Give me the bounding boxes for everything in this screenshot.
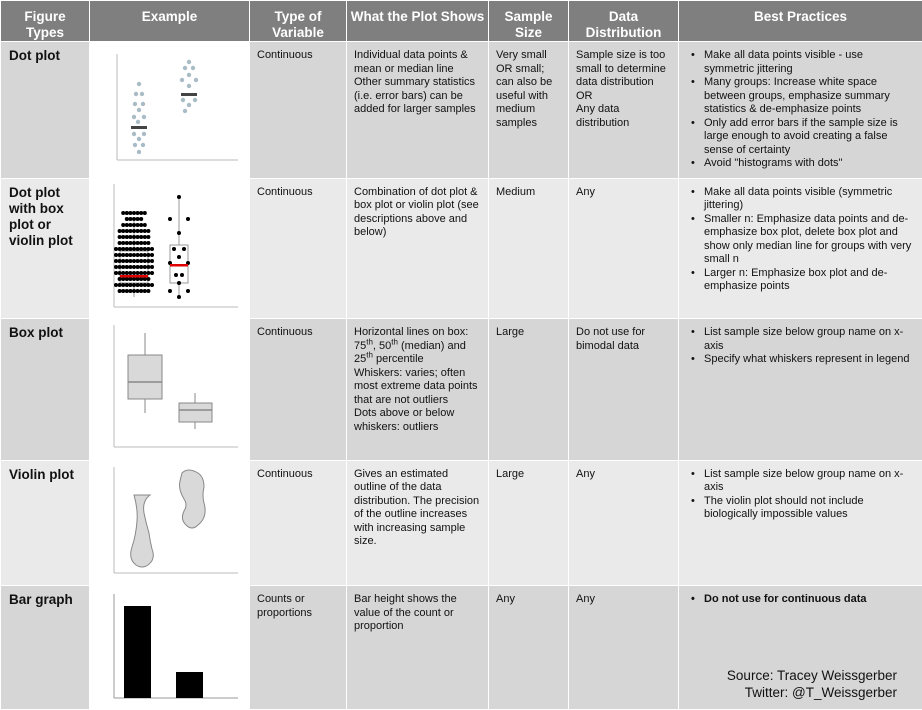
example-dot <box>146 229 150 233</box>
example-dot <box>177 255 181 259</box>
bar-2 <box>176 672 203 698</box>
variable-type: Continuous <box>250 319 347 461</box>
example-dot <box>142 115 146 119</box>
example-dot <box>114 253 118 257</box>
row-bar-graph <box>1 586 922 710</box>
example-dot <box>193 98 197 102</box>
row-dot-box-violin <box>1 178 922 319</box>
example-dot <box>139 265 143 269</box>
plot-shows: Bar height shows the value of the count or proportion <box>347 586 489 710</box>
variable-type: Continuous <box>250 460 347 586</box>
source-text: Source: Tracey Weissgerber <box>686 667 897 684</box>
example-dot <box>143 229 147 233</box>
example-dot <box>174 273 178 277</box>
example-dot <box>140 92 144 96</box>
example-dot <box>125 289 129 293</box>
example-dot <box>118 229 122 233</box>
example-dot <box>143 259 147 263</box>
example-dot <box>118 271 122 275</box>
plot-shows: Combination of dot plot & box plot or violin plot (see descriptions above and below) <box>347 178 489 319</box>
practice-item: • Many groups: Increase white space between groups, emphasize summary statistics & de-emphasize points <box>704 76 915 117</box>
example-dot <box>143 265 147 269</box>
example-dot <box>150 271 154 275</box>
example-dot <box>141 143 145 147</box>
sample-size: Large <box>489 460 569 586</box>
plot-shows-line: Whiskers: varies; often most extreme data points that are not outliers <box>354 367 481 408</box>
example-dot <box>139 253 143 257</box>
example-dot <box>186 217 190 221</box>
example-dot <box>132 277 136 281</box>
example-dot <box>118 241 122 245</box>
example-dot <box>137 108 141 112</box>
example-dot <box>139 259 143 263</box>
header-figure-types: Figure Types <box>1 1 90 42</box>
plot-shows-line: Individual data points & mean or median line <box>354 49 481 76</box>
example-dot <box>128 283 132 287</box>
example-dot <box>194 78 198 82</box>
example-dot <box>132 211 136 215</box>
example-dot <box>136 253 140 257</box>
example-dot <box>132 115 136 119</box>
variable-type: Counts or proportions <box>250 586 347 710</box>
example-dot <box>136 241 140 245</box>
example-dot <box>186 289 190 293</box>
variable-type: Continuous <box>250 178 347 319</box>
example-dot <box>128 211 132 215</box>
example-dot <box>139 241 143 245</box>
example-dot <box>143 253 147 257</box>
example-dot <box>125 259 129 263</box>
plot-shows-percentiles: Horizontal lines on box: 75th, 50th (median) and 25th percentile <box>354 326 481 367</box>
example-dot <box>137 82 141 86</box>
best-practices <box>679 178 922 319</box>
example-dot <box>132 229 136 233</box>
example-dot <box>125 277 129 281</box>
example-dot <box>143 223 147 227</box>
example-dot <box>143 211 147 215</box>
example-dot <box>121 223 125 227</box>
box-plot-illustration <box>90 319 248 455</box>
example-dot <box>139 217 143 221</box>
example-dot <box>146 289 150 293</box>
example-dot <box>177 195 181 199</box>
header-what-plot-shows: What the Plot Shows <box>347 1 489 42</box>
example-dot <box>177 295 181 299</box>
practice-item: • Do not use for continuous data <box>704 593 915 607</box>
example-dot <box>136 217 140 221</box>
example-dot <box>141 102 145 106</box>
example-dot <box>136 247 140 251</box>
example-dot <box>121 259 125 263</box>
example-dot <box>125 283 129 287</box>
plot-shows <box>347 42 489 179</box>
example-dot <box>128 247 132 251</box>
example-dot <box>132 271 136 275</box>
dot-plot-median-line1 <box>131 126 147 129</box>
example-dot <box>132 259 136 263</box>
example-dot <box>133 102 137 106</box>
example-dot <box>168 289 172 293</box>
example-dot <box>143 289 147 293</box>
data-distribution: Any <box>569 460 679 586</box>
data-distribution <box>569 42 679 179</box>
source-credit <box>686 667 897 701</box>
distribution-line: Sample size is too small to determine data distribution <box>576 49 671 90</box>
example-dot <box>121 271 125 275</box>
dot-plot-group2-dots <box>180 60 198 113</box>
plot-shows <box>347 319 489 461</box>
example-dot <box>118 247 122 251</box>
example-dot <box>177 231 181 235</box>
practice-item: • The violin plot should not include biologically impossible values <box>704 495 915 522</box>
example-dot <box>180 273 184 277</box>
bar-graph-illustration <box>90 586 248 704</box>
example-dot <box>187 73 191 77</box>
bar-1 <box>124 606 151 698</box>
example-dot <box>125 217 129 221</box>
practice-item: • List sample size below group name on x-axis <box>704 326 915 353</box>
dot-box-illustration <box>90 179 248 314</box>
example-dot <box>146 265 150 269</box>
example-dot <box>132 235 136 239</box>
dot-plot-illustration <box>90 42 248 173</box>
example-dot <box>181 98 185 102</box>
example-dot <box>125 223 129 227</box>
example-dot <box>191 66 195 70</box>
example-dot <box>133 143 137 147</box>
violin-shape-1 <box>131 495 154 567</box>
example-dot <box>132 289 136 293</box>
example-dot <box>150 253 154 257</box>
example-dot <box>132 253 136 257</box>
example-dot <box>139 223 143 227</box>
example-dot <box>128 289 132 293</box>
example-dot <box>136 283 140 287</box>
example-dot <box>146 259 150 263</box>
sample-size: Large <box>489 319 569 461</box>
example-dot <box>150 259 154 263</box>
practice-item: • Make all data points visible (symmetric jittering) <box>704 186 915 213</box>
example-dot <box>139 277 143 281</box>
example-dot <box>132 223 136 227</box>
header-data-distribution: Data Distribution <box>569 1 679 42</box>
example-dot <box>143 283 147 287</box>
figure-type: Violin plot <box>1 460 90 586</box>
example-dot <box>128 241 132 245</box>
example-dot <box>137 150 141 154</box>
example-dot <box>121 247 125 251</box>
data-distribution: Any <box>569 586 679 710</box>
example-dot <box>114 271 118 275</box>
example-dot <box>128 271 132 275</box>
practice-item: • Smaller n: Emphasize data points and de-emphasize box plot, delete box plot and show only median line for groups with very small n <box>704 213 915 267</box>
row-box-plot <box>1 319 922 461</box>
example-dot <box>128 223 132 227</box>
example-dot <box>118 265 122 269</box>
example-dot <box>125 235 129 239</box>
example-dot <box>182 247 186 251</box>
example-dot <box>187 103 191 107</box>
practice-item: • Larger n: Emphasize box plot and de-emphasize points <box>704 267 915 294</box>
dot-plot-median-line2 <box>181 93 197 96</box>
example-dot-box <box>90 178 250 319</box>
example-dot <box>132 283 136 287</box>
practice-item: • Only add error bars if the sample size is large enough to avoid creating a false sense of certainty <box>704 117 915 158</box>
violin-plot-illustration <box>90 461 248 581</box>
example-dot <box>139 271 143 275</box>
example-dot <box>128 235 132 239</box>
example-dot <box>121 265 125 269</box>
example-dot <box>125 229 129 233</box>
example-dot <box>128 217 132 221</box>
example-dot <box>136 223 140 227</box>
example-dot <box>136 229 140 233</box>
example-dot <box>121 283 125 287</box>
example-dot <box>114 265 118 269</box>
example-dot <box>143 277 147 281</box>
example-dot <box>177 281 181 285</box>
figure-type: Dot plot <box>1 42 90 179</box>
example-violin-plot <box>90 460 250 586</box>
practice-item: • Specify what whiskers represent in legend <box>704 353 915 367</box>
example-dot <box>146 241 150 245</box>
example-dot <box>121 235 125 239</box>
example-dot <box>125 265 129 269</box>
example-dot <box>114 259 118 263</box>
data-distribution: Do not use for bimodal data <box>569 319 679 461</box>
practice-item: • Make all data points visible - use symmetric jittering <box>704 49 915 76</box>
example-dot <box>146 271 150 275</box>
example-dot <box>146 277 150 281</box>
example-dot <box>136 289 140 293</box>
example-dot <box>136 259 140 263</box>
example-dot <box>187 84 191 88</box>
example-dot <box>136 271 140 275</box>
header-best-practices: Best Practices <box>679 1 922 42</box>
violin-shape-2 <box>180 470 206 528</box>
example-dot <box>125 253 129 257</box>
example-dot <box>128 253 132 257</box>
example-dot <box>128 277 132 281</box>
plot-shows-line: Dots above or below whiskers: outliers <box>354 407 481 434</box>
example-dot <box>139 229 143 233</box>
dot-box-median1 <box>120 275 148 278</box>
example-dot <box>118 235 122 239</box>
figure-type: Box plot <box>1 319 90 461</box>
example-dot-plot <box>90 42 250 179</box>
example-dot <box>121 289 125 293</box>
practice-item: • Avoid "histograms with dots" <box>704 157 915 171</box>
example-dot <box>128 265 132 269</box>
example-dot <box>118 289 122 293</box>
example-bar-graph <box>90 586 250 710</box>
example-dot <box>168 217 172 221</box>
example-dot <box>146 283 150 287</box>
example-dot <box>180 78 184 82</box>
example-dot <box>139 247 143 251</box>
example-dot <box>143 241 147 245</box>
example-dot <box>136 211 140 215</box>
example-dot <box>136 277 140 281</box>
example-dot <box>146 235 150 239</box>
header-sample-size: Sample Size <box>489 1 569 42</box>
example-dot <box>121 277 125 281</box>
best-practices <box>679 586 922 710</box>
example-dot <box>128 229 132 233</box>
distribution-line: OR <box>576 90 671 104</box>
example-dot <box>121 241 125 245</box>
example-dot <box>118 283 122 287</box>
example-dot <box>132 265 136 269</box>
example-dot <box>134 92 138 96</box>
row-violin-plot <box>1 460 922 586</box>
example-dot <box>187 60 191 64</box>
best-practices <box>679 42 922 179</box>
example-dot <box>143 271 147 275</box>
example-dot <box>128 259 132 263</box>
sample-size: Any <box>489 586 569 710</box>
example-dot <box>136 120 140 124</box>
best-practices <box>679 319 922 461</box>
example-dot <box>121 229 125 233</box>
example-dot <box>150 247 154 251</box>
example-dot <box>137 137 141 141</box>
example-dot <box>132 132 136 136</box>
example-dot <box>143 247 147 251</box>
example-dot <box>143 235 147 239</box>
sample-size: Medium <box>489 178 569 319</box>
example-dot <box>142 132 146 136</box>
example-dot <box>146 253 150 257</box>
example-dot <box>183 109 187 113</box>
example-dot <box>125 271 129 275</box>
twitter-handle: Twitter: @T_Weissgerber <box>686 684 897 701</box>
example-dot <box>136 265 140 269</box>
example-dot <box>139 235 143 239</box>
example-dot <box>132 247 136 251</box>
example-dot <box>125 247 129 251</box>
example-dot <box>118 259 122 263</box>
example-dot <box>146 247 150 251</box>
example-dot <box>114 283 118 287</box>
example-dot <box>125 241 129 245</box>
data-distribution: Any <box>569 178 679 319</box>
header-type-of-variable: Type of Variable <box>250 1 347 42</box>
example-box-plot <box>90 319 250 461</box>
plot-shows-line: Other summary statistics (i.e. error bars) can be added for larger samples <box>354 76 481 117</box>
example-dot <box>139 283 143 287</box>
example-dot <box>150 265 154 269</box>
example-dot <box>139 289 143 293</box>
example-dot <box>132 217 136 221</box>
example-dot <box>150 283 154 287</box>
example-dot <box>132 241 136 245</box>
row-dot-plot <box>1 42 922 179</box>
example-dot <box>118 253 122 257</box>
header-row <box>1 1 922 42</box>
practice-item: • List sample size below group name on x-axis <box>704 468 915 495</box>
example-dot <box>118 277 122 281</box>
best-practices <box>679 460 922 586</box>
variable-type: Continuous <box>250 42 347 179</box>
example-dot <box>136 235 140 239</box>
distribution-line: Any data distribution <box>576 103 671 130</box>
example-dot <box>172 247 176 251</box>
dot-plot-group1-dots <box>132 82 146 154</box>
sample-size: Very small OR small; can also be useful with medium samples <box>489 42 569 179</box>
figure-type: Dot plot with box plot or violin plot <box>1 178 90 319</box>
example-dot <box>121 211 125 215</box>
example-dot <box>183 66 187 70</box>
example-dot <box>125 211 129 215</box>
plot-shows: Gives an estimated outline of the data distribution. The precision of the outline increases with increasing sample size. <box>347 460 489 586</box>
header-example: Example <box>90 1 250 42</box>
example-dot <box>139 211 143 215</box>
example-dot <box>114 247 118 251</box>
figure-type: Bar graph <box>1 586 90 710</box>
example-dot <box>121 253 125 257</box>
dot-box-median2 <box>170 264 188 267</box>
